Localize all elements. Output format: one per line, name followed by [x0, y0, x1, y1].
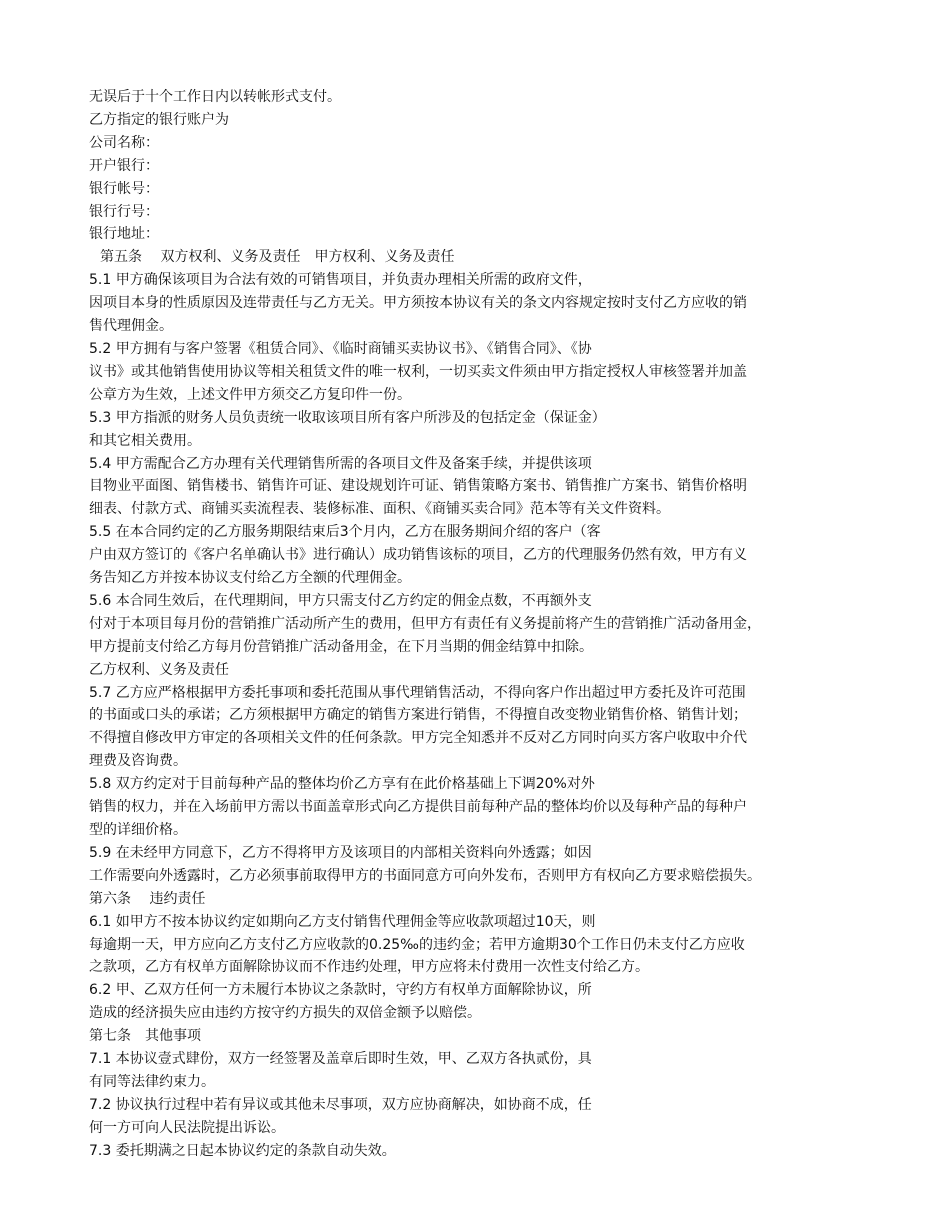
- bank-code-field: 银行行号：: [89, 203, 159, 220]
- clause-5-9: 5.9 在未经甲方同意下，乙方不得将甲方及该项目的内部相关资料向外透露；如因: [89, 844, 592, 861]
- clause-5-8: 5.8 双方约定对于目前每种产品的整体均价乙方享有在此价格基础上下调20%对外: [89, 776, 595, 793]
- clause-6-1-cont: 每逾期一天，甲方应向乙方支付乙方应收款的0.25‰的违约金；若甲方逾期30个工作日仍未支付乙方应收: [89, 936, 745, 953]
- clause-5-8-cont: 型的详细价格。: [89, 822, 187, 838]
- clause-5-2: 5.2 甲方拥有与客户签署《租赁合同》、《临时商铺买卖协议书》、《销售合同》、《协: [89, 340, 592, 357]
- clause-7-2-cont: 何一方可向人民法院提出诉讼。: [89, 1119, 285, 1136]
- clause-5-4-cont: 目物业平面图、销售楼书、销售许可证、建设规划许可证、销售策略方案书、销售推广方案书、销售价格明: [89, 478, 747, 495]
- article-7-heading: 第七条 其他事项: [89, 1028, 201, 1045]
- clause-5-5: 5.5 在本合同约定的乙方服务期限结束后3个月内，乙方在服务期间介绍的客户（客: [89, 524, 601, 541]
- clause-5-4-cont: 细表、付款方式、商铺买卖流程表、装修标准、面积、《商铺买卖合同》范本等有关文件资料。: [89, 501, 670, 518]
- clause-5-1: 5.1 甲方确保该项目为合法有效的可销售项目，并负责办理相关所需的政府文件，: [89, 272, 592, 289]
- clause-5-7-cont: 的书面或口头的承诺；乙方须根据甲方确定的销售方案进行销售，不得擅自改变物业销售价格、销售计划；: [89, 707, 747, 724]
- clause-5-7-cont: 理费及咨询费。: [89, 753, 187, 770]
- clause-5-4: 5.4 甲方需配合乙方办理有关代理销售所需的各项目文件及备案手续，并提供该项: [89, 455, 592, 472]
- opening-bank-field: 开户银行：: [89, 157, 159, 174]
- bank-account-heading: 乙方指定的银行账户为: [89, 111, 229, 128]
- clause-7-2: 7.2 协议执行过程中若有异议或其他未尽事项，双方应协商解决，如协商不成，任: [89, 1096, 592, 1113]
- clause-7-1-cont: 有同等法律约束力。: [89, 1073, 215, 1090]
- clause-5-6-cont: 付对于本项目每月份的营销推广活动所产生的费用，但甲方有责任有义务提前将产生的营销推广活动备用金，: [89, 615, 761, 632]
- clause-6-1-cont: 之款项，乙方有权单方面解除协议而不作违约处理，甲方应将未付费用一次性支付给乙方。: [89, 959, 649, 976]
- company-name-field: 公司名称：: [89, 134, 159, 151]
- clause-5-7: 5.7 乙方应严格根据甲方委托事项和委托范围从事代理销售活动，不得向客户作出超过甲方委托及许可范围: [89, 684, 746, 701]
- clause-6-1: 6.1 如甲方不按本协议约定如期向乙方支付销售代理佣金等应收款项超过10天，则: [89, 913, 596, 930]
- clause-5-6-cont: 甲方提前支付给乙方每月份营销推广活动备用金，在下月当期的佣金结算中扣除。: [89, 638, 593, 655]
- clause-5-9-cont: 工作需要向外透露时，乙方必须事前取得甲方的书面同意方可向外发布，否则甲方有权向乙方要求赔偿损失。: [89, 867, 761, 884]
- bank-address-field: 银行地址：: [89, 226, 159, 243]
- clause-5-5-cont: 户由双方签订的《客户名单确认书》进行确认）成功销售该标的项目，乙方的代理服务仍然有效，甲方有义: [89, 547, 747, 564]
- clause-5-7-cont: 不得擅自修改甲方审定的各项相关文件的任何条款。甲方完全知悉并不反对乙方同时向买方客户收取中介代: [89, 730, 747, 747]
- clause-7-1: 7.1 本协议壹式肆份，双方一经签署及盖章后即时生效，甲、乙双方各执贰份，具: [89, 1051, 592, 1068]
- party-b-rights-heading: 乙方权利、义务及责任: [89, 661, 229, 678]
- clause-5-1-cont: 售代理佣金。: [89, 318, 173, 335]
- clause-6-2: 6.2 甲、乙双方任何一方未履行本协议之条款时，守约方有权单方面解除协议，所: [89, 982, 592, 999]
- clause-5-3-cont: 和其它相关费用。: [89, 432, 201, 449]
- clause-5-6: 5.6 本合同生效后，在代理期间，甲方只需支付乙方约定的佣金点数，不再额外支: [89, 592, 592, 609]
- clause-6-2-cont: 造成的经济损失应由违约方按守约方损失的双倍金额予以赔偿。: [89, 1005, 481, 1022]
- clause-5-1-cont: 因项目本身的性质原因及连带责任与乙方无关。甲方须按本协议有关的条文内容规定按时支付乙方应收的销: [89, 295, 747, 312]
- clause-5-8-cont: 销售的权力，并在入场前甲方需以书面盖章形式向乙方提供目前每种产品的整体均价以及每种产品的每种户: [89, 799, 747, 816]
- clause-7-3: 7.3 委托期满之日起本协议约定的条款自动失效。: [89, 1142, 396, 1159]
- clause-5-2-cont: 议书》或其他销售使用协议等相关租赁文件的唯一权利，一切买卖文件须由甲方指定授权人审核签署并加盖: [89, 363, 747, 380]
- clause-5-5-cont: 务告知乙方并按本协议支付给乙方全额的代理佣金。: [89, 570, 411, 587]
- clause-5-2-cont: 公章方为生效，上述文件甲方须交乙方复印件一份。: [89, 386, 411, 403]
- clause-5-3: 5.3 甲方指派的财务人员负责统一收取该项目所有客户所涉及的包括定金（保证金）: [89, 409, 606, 426]
- article-5-heading: 第五条 双方权利、义务及责任 甲方权利、义务及责任: [100, 249, 455, 266]
- article-6-heading: 第六条 违约责任: [89, 890, 206, 907]
- payment-terms-line: 无误后于十个工作日内以转帐形式支付。: [89, 89, 341, 105]
- bank-account-number-field: 银行帐号：: [89, 180, 159, 197]
